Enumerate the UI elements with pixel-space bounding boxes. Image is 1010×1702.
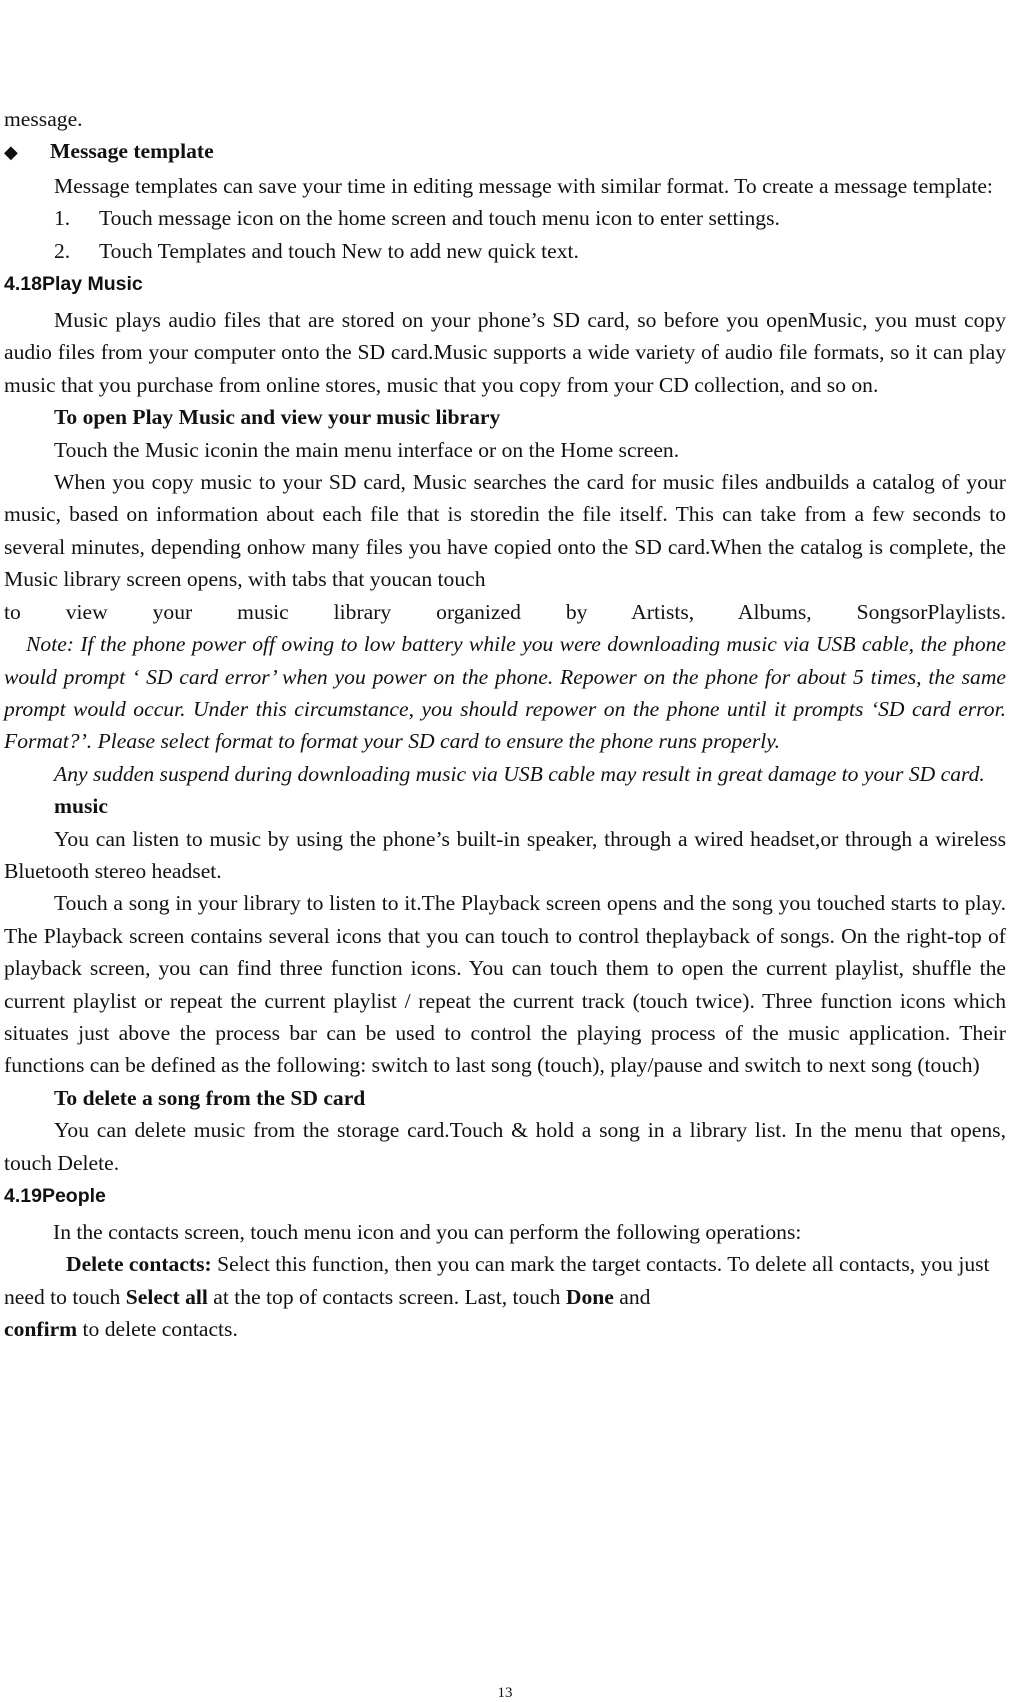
template-heading: Message template	[50, 139, 214, 164]
delete-song-heading: To delete a song from the SD card	[54, 1085, 366, 1110]
music-subheading: music	[54, 794, 108, 819]
delete-contacts-label: Delete contacts:	[66, 1252, 212, 1277]
people-intro: In the contacts screen, touch menu icon and you can perform the following operations:	[53, 1220, 802, 1244]
section-heading-people: 4.19People	[4, 1185, 106, 1207]
delete-contacts-desc-2: at the top of contacts screen. Last, touch	[207, 1284, 566, 1309]
delete-contacts-text	[4, 1248, 1006, 1345]
open-music-heading: To open Play Music and view your music library	[54, 405, 501, 430]
catalog-text-last-line: to view your music library organized by Artists, Albums, SongsorPlaylists.	[4, 599, 1006, 624]
delete-contacts-desc-1: Select this function, then you can mark the target contacts. To delete all contacts, you just need to touch	[4, 1252, 990, 1309]
sd-card-note: Note: If the phone power off owing to low battery while you were downloading music via USB cable, the phone would prompt ‘ SD card error’ when you power on the phone. Repower on the phone for about 5 times, the same prompt would occur. Under this circumstance, you should repower on the phone until it prompts ‘SD card error. Format?’. Please select format to format your SD card to ensure the phone runs properly.	[4, 632, 1006, 754]
confirm-term: confirm	[4, 1317, 78, 1342]
delete-contacts-desc-3: and	[613, 1284, 651, 1309]
listen-text: You can listen to music by using the phone’s built-in speaker, through a wired headset,or through a wireless Bluetooth stereo headset.	[4, 826, 1006, 883]
step-text: Touch message icon on the home screen and touch menu icon to enter settings.	[99, 206, 780, 231]
play-music-intro: Music plays audio files that are stored on your phone’s SD card, so before you openMusic, you must copy audio files from your computer onto the SD card.Music supports a wide variety of audio file formats, so it can play music that you purchase from online stores, music that you copy from your CD collection, and so on.	[4, 308, 1006, 397]
delete-contacts-desc-4: to delete contacts.	[77, 1317, 238, 1342]
select-all-term: Select all	[125, 1284, 208, 1309]
delete-song-text: You can delete music from the storage card.Touch & hold a song in a library list. In the menu that opens, touch Delete.	[4, 1118, 1006, 1175]
done-term: Done	[565, 1284, 614, 1309]
section-heading-play-music: 4.18Play Music	[4, 273, 143, 296]
step-text: Touch Templates and touch New to add new quick text.	[99, 238, 579, 263]
usb-warning: Any sudden suspend during downloading music via USB cable may result in great damage to your SD card.	[54, 761, 985, 786]
template-step-1	[4, 202, 1006, 234]
template-heading-row	[4, 135, 1006, 169]
page-number: 13	[497, 1685, 513, 1701]
step-number: 1.	[54, 206, 71, 231]
catalog-text: When you copy music to your SD card, Music searches the card for music files andbuilds a catalog of your music, based on information about each file that is storedin the file itself. This can take from a few seconds to several minutes, depending onhow many files you have copied onto the SD card.When the catalog is complete, the Music library screen opens, with tabs that youcan touch	[4, 470, 1006, 592]
open-music-text: Touch the Music iconin the main menu interface or on the Home screen.	[54, 437, 680, 462]
step-number: 2.	[54, 238, 71, 263]
playback-text: Touch a song in your library to listen to it.The Playback screen opens and the song you touched starts to play. The Playback screen contains several icons that you can touch to control theplayback of songs. On the right-top of playback screen, you can find three function icons. You can touch them to open the current playlist, shuffle the current playlist or repeat the current playlist / repeat the current track (touch twice). Three function icons which situates just above the process bar can be used to control the playing process of the music application. Their functions can be defined as the following: switch to last song (touch), play/pause and switch to next song (touch)	[4, 891, 1006, 1078]
diamond-bullet-icon: ◆	[4, 142, 18, 164]
continuation-text: message.	[4, 107, 83, 131]
template-intro: Message templates can save your time in editing message with similar format. To create a message template:	[54, 173, 993, 198]
document-page	[4, 103, 1006, 1346]
template-step-2	[4, 235, 1006, 267]
